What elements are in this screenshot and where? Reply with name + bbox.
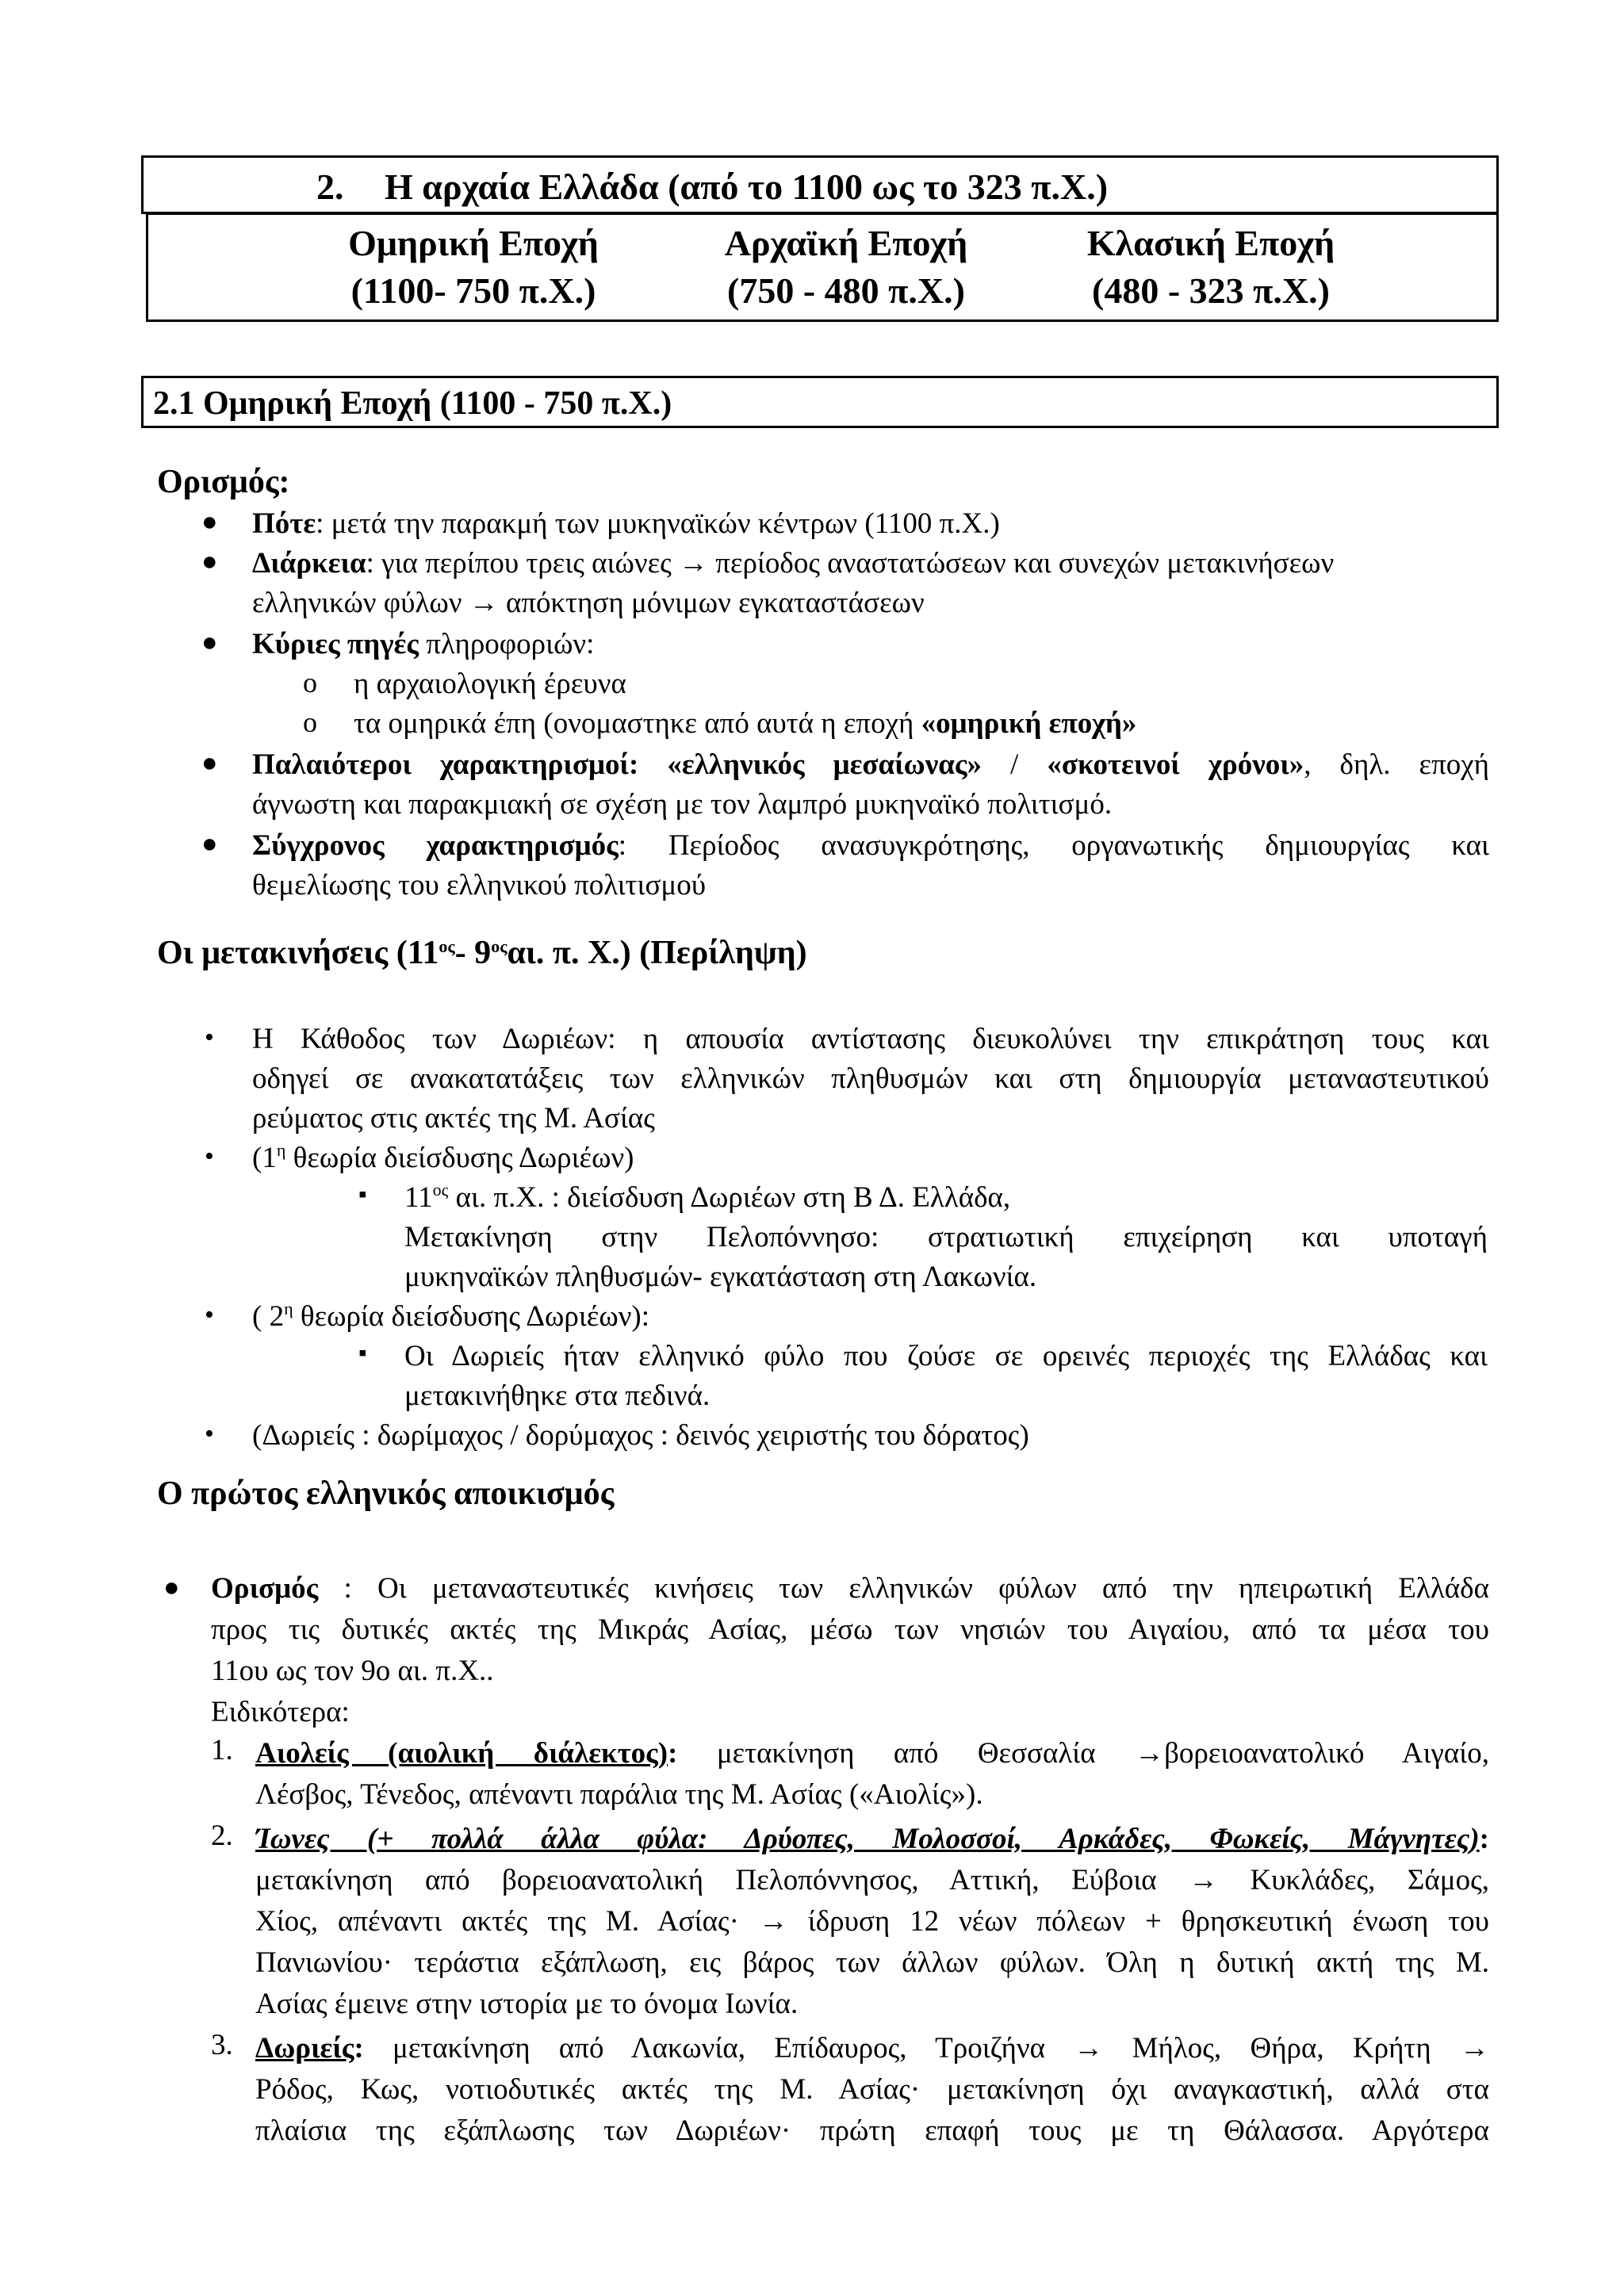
text-part: ( 2 <box>252 1300 285 1333</box>
paragraph-line: Χίος, απέναντι ακτές της Μ. Ασίας· → ίδρυση 12 νέων πόλεων + θρησκευτική ένωση του <box>255 1905 1489 1938</box>
paragraph-line: Η Κάθοδος των Δωριέων: η απουσία αντίστασης διευκολύνει την επικράτηση τους και <box>252 1023 1489 1055</box>
bullet-icon: ● <box>163 1573 180 1602</box>
heading-sup: ος <box>491 936 508 956</box>
term-text: : μετά την παρακμή των μυκηναϊκών κέντρων (1100 π.Χ.) <box>316 507 1000 540</box>
paragraph-line: οδηγεί σε ανακατατάξεις των ελληνικών πληθυσμών και στη δημιουργία μεταναστευτικού <box>252 1062 1489 1095</box>
chapter-number: 2. <box>316 166 344 207</box>
paragraph-line: Ασίας έμεινε στην ιστορία με το όνομα Ιωνία. <box>255 1988 799 2020</box>
heading-sup: ος <box>439 936 455 956</box>
source-archaeology: η αρχαιολογική έρευνα <box>354 668 626 700</box>
square-bullet-icon: ▪ <box>358 1340 367 1366</box>
bullet-icon: ● <box>201 507 218 537</box>
source-epics <box>354 704 1488 744</box>
paragraph-line: μετακίνηση από βορειοανατολική Πελοπόννησος, Αττική, Εύβοια → Κυκλάδες, Σάμος, <box>255 1864 1489 1896</box>
era-name: Ομηρική Εποχή <box>348 223 599 263</box>
text-sup: η <box>284 1299 293 1318</box>
colonization-dorians <box>255 2028 1489 2152</box>
era-dates: (750 - 480 π.Χ.) <box>727 270 965 311</box>
bullet-icon: ● <box>201 628 218 657</box>
list-number: 2. <box>211 1820 233 1852</box>
paragraph-line: 11ου ως τον 9ο αι. π.Χ.. <box>211 1655 494 1687</box>
text-part: 11 <box>404 1181 433 1214</box>
movement-theory-2 <box>252 1297 1489 1337</box>
definition-when <box>252 504 1489 544</box>
term-text: : Περίοδος ανασυγκρότησης, οργανωτικής δημιουργίας και <box>618 829 1489 862</box>
bullet-icon: ● <box>201 547 218 576</box>
paragraph-line: Πανιωνίου· τεράστια εξάπλωση, εις βάρος των άλλων φύλων. Όλη η δυτική ακτή της Μ. <box>255 1946 1489 1979</box>
movement-dorian-descent <box>252 1020 1489 1138</box>
colonization-aeolians <box>255 1733 1489 1816</box>
definition-sources <box>252 625 1489 664</box>
bullet-icon: • <box>205 1300 214 1330</box>
era-dates: (480 - 323 π.Χ.) <box>1092 270 1330 311</box>
chapter-title-text: Η αρχαία Ελλάδα (από το 1100 ως το 323 π.Χ.) <box>385 166 1109 207</box>
paragraph-line: Ρόδος, Κως, νοτιοδυτικές ακτές της Μ. Ασίας· μετακίνηση όχι αναγκαστική, αλλά στα <box>255 2073 1489 2106</box>
bullet-icon: ● <box>201 748 218 778</box>
paragraph-line: Λέσβος, Τένεδος, απέναντι παράλια της Μ. Ασίας («Αιολίς»). <box>255 1778 983 1811</box>
term-text: : για περίπου τρεις αιώνες → περίοδος αναστατώσεων και συνεχών μετακινήσεων <box>366 547 1335 580</box>
heading-part: αι. π. Χ.) (Περίληψη) <box>507 935 807 971</box>
term-label: Παλαιότεροι χαρακτηρισμοί: <box>252 748 639 781</box>
era-name: Αρχαϊκή Εποχή <box>724 223 968 263</box>
text-part: (1 <box>252 1142 277 1174</box>
source-epics-text: τα ομηρικά έπη (ονομαστηκε από αυτά η εποχή <box>354 707 921 740</box>
source-epics-bold: «ομηρική εποχή» <box>921 707 1137 740</box>
square-bullet-icon: ▪ <box>358 1181 367 1207</box>
theory-1-details <box>404 1178 1488 1297</box>
term-label: Διάρκεια <box>252 547 366 580</box>
section-title: 2.1 Ομηρική Εποχή (1100 - 750 π.Χ.) <box>153 385 672 422</box>
theory-2-details <box>404 1337 1488 1416</box>
label-colon: : <box>354 2032 364 2064</box>
text-part: αι. π.Χ. : διείσδυση Δωριέων στη Β Δ. Ελλάδα, <box>448 1181 1011 1214</box>
definition-duration <box>252 544 1489 623</box>
definition-older-labels <box>252 745 1489 825</box>
term-sep: / <box>982 748 1048 781</box>
text-sup: η <box>276 1140 286 1160</box>
chapter-title-box <box>141 155 1499 214</box>
term-label: Σύγχρονος χαρακτηρισμός <box>252 829 619 862</box>
colonization-definition <box>211 1568 1489 1733</box>
label-colon: : <box>1479 1823 1489 1855</box>
definition-modern-label <box>252 826 1489 905</box>
sub-bullet-icon: o <box>303 706 317 738</box>
paragraph-line: ρεύματος στις ακτές της Μ. Ασίας <box>252 1102 655 1135</box>
sub-bullet-icon: o <box>303 667 317 698</box>
term-label: Κύριες πηγές <box>252 628 419 660</box>
section-title-box <box>141 376 1499 428</box>
term-bold-1: «ελληνικός μεσαίωνας» <box>667 748 982 781</box>
paragraph-line: : Οι μεταναστευτικές κινήσεις των ελληνικών φύλων από την ηπειρωτική Ελλάδα <box>318 1572 1489 1605</box>
era-archaic <box>672 220 1021 315</box>
bullet-icon: • <box>205 1023 214 1052</box>
movement-etymology: (Δωριείς : δωρίμαχος / δορύμαχος : δεινός χειριστής του δόρατος) <box>252 1419 1029 1452</box>
paragraph-line: μετακινήθηκε στα πεδινά. <box>404 1380 710 1412</box>
era-homeric <box>307 220 640 315</box>
term-label: Πότε <box>252 507 316 540</box>
paragraph-line: Μετακίνηση στην Πελοπόννησο: στρατιωτική επιχείρηση και υποταγή <box>404 1221 1488 1253</box>
paragraph-line: μετακίνηση από Θεσσαλία →βορειοανατολικό Αιγαίο, <box>677 1737 1489 1770</box>
definition-heading: Ορισμός: <box>157 464 290 500</box>
paragraph-line: πλαίσια της εξάπλωσης των Δωριέων· πρώτη επαφή τους με τη Θάλασσα. Αργότερα <box>255 2114 1489 2147</box>
heading-part: Οι μετακινήσεις (11 <box>157 935 439 971</box>
heading-part: - 9 <box>454 935 492 971</box>
paragraph-line: μυκηναϊκών πληθυσμών- εγκατάσταση στη Λακωνία. <box>404 1261 1037 1293</box>
specifically-label: Ειδικότερα: <box>211 1696 350 1728</box>
colonization-heading: Ο πρώτος ελληνικός αποικισμός <box>157 1475 615 1512</box>
text-part: θεωρία διείσδυσης Δωριέων) <box>285 1142 634 1174</box>
era-name: Κλασική Εποχή <box>1086 223 1335 263</box>
list-number: 1. <box>211 1734 233 1766</box>
term-text: , δηλ. εποχή <box>1304 748 1490 781</box>
paragraph-line: Οι Δωριείς ήταν ελληνικό φύλο που ζούσε σε ορεινές περιοχές της Ελλάδας και <box>404 1340 1488 1372</box>
group-label: Ίωνες (+ πολλά άλλα φύλα: Δρύοπες, Μολοσσοί, Αρκάδες, Φωκείς, Μάγνητες) <box>255 1823 1480 1855</box>
eras-box <box>146 212 1499 322</box>
list-number: 3. <box>211 2029 233 2061</box>
term-text: πληροφοριών: <box>418 628 595 660</box>
movement-theory-1 <box>252 1138 1489 1178</box>
label-colon: : <box>668 1737 678 1770</box>
era-dates: (1100- 750 π.Χ.) <box>350 270 596 311</box>
bullet-icon: • <box>205 1419 214 1448</box>
text-sup: ος <box>432 1180 449 1200</box>
colonization-ionians <box>255 1819 1489 2025</box>
text-part: θεωρία διείσδυσης Δωριέων): <box>293 1300 650 1333</box>
bullet-icon: • <box>205 1142 214 1171</box>
term-label: Ορισμός <box>211 1572 319 1605</box>
bullet-icon: ● <box>201 829 218 859</box>
term-text-cont: ελληνικών φύλων → απόκτηση μόνιμων εγκαταστάσεων <box>252 587 925 619</box>
term-text-cont: άγνωστη και παρακμιακή σε σχέση με τον λαμπρό μυκηναϊκό πολιτισμό. <box>252 788 1113 821</box>
era-classical <box>1013 220 1409 315</box>
term-text-cont: θεμελίωσης του ελληνικού πολιτισμού <box>252 869 707 901</box>
term-bold-2: «σκοτεινοί χρόνοι» <box>1047 748 1304 781</box>
group-label: Δωριείς <box>255 2032 354 2064</box>
paragraph-line: μετακίνηση από Λακωνία, Επίδαυρος, Τροιζήνα → Μήλος, Θήρα, Κρήτη → <box>363 2032 1489 2064</box>
paragraph-line: προς τις δυτικές ακτές της Μικράς Ασίας, μέσω των νησιών του Αιγαίου, από τα μέσα του <box>211 1613 1489 1646</box>
group-label: Αιολείς (αιολική διάλεκτος) <box>255 1737 668 1770</box>
movements-heading <box>157 934 807 972</box>
